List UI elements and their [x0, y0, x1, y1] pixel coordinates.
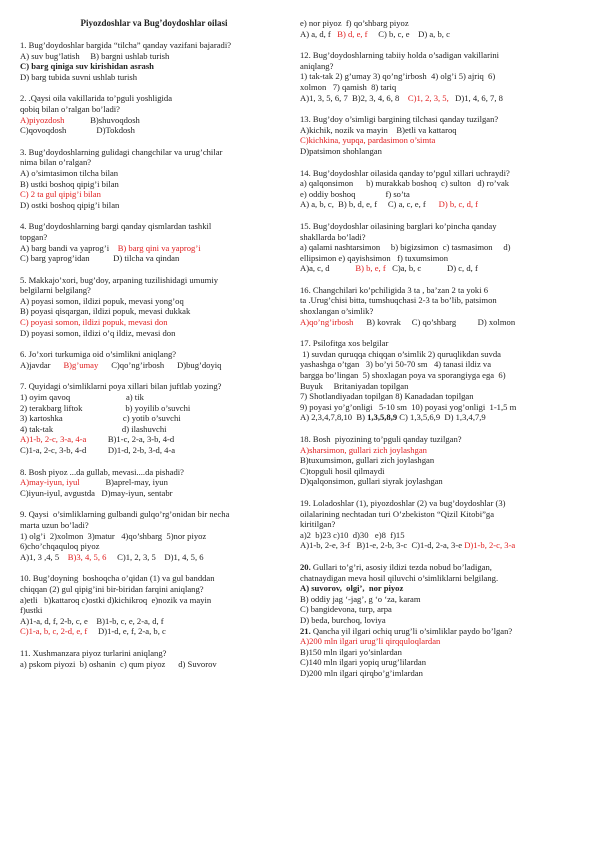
text-segment: yashashga o’tgan 3) bo’yi 50-70 sm 4) tanasi ildiz va: [300, 359, 492, 370]
question-block: [20, 221, 288, 263]
question-line: [20, 403, 288, 414]
text-segment: D)200 mln ilgari qirqbo’g’imlardan: [300, 667, 423, 678]
text-segment: B)shuvoqdosh: [64, 114, 140, 125]
text-segment: 7. Quyidagi o’simliklarni poya xillari bilan juftlab yozing?: [20, 381, 222, 392]
question-line: [20, 392, 288, 403]
question-line: [300, 146, 580, 157]
question-line: [20, 285, 288, 296]
question-text: [300, 221, 580, 232]
question-line: [20, 306, 288, 317]
question-text: [20, 40, 288, 51]
text-segment: 4. Bug’doydoshlarning bargi qanday qismlardan tashkil: [20, 221, 212, 232]
question-text: [20, 221, 288, 232]
left-questions: [20, 40, 288, 669]
correct-answer: D) b, c, d, f: [438, 199, 479, 210]
question-line: [20, 552, 288, 563]
text-segment: chatnaydigan meva hosil qiluvchi o’simliklarni belgilang.: [300, 572, 499, 583]
bold-text: 1,3,5,8,9: [367, 412, 398, 423]
question-line: [300, 412, 580, 423]
question-block: [300, 221, 580, 274]
correct-answer: C)1, 2, 3, 5,: [407, 92, 449, 103]
question-line: [300, 349, 580, 360]
text-segment: a) pskom piyozi b) oshanin c) qum piyoz d) Suvorov: [20, 658, 217, 669]
question-line: [300, 370, 580, 381]
text-segment: 13. Bug’doy o’simligi bargining tilchasi qanday tuzilgan?: [300, 114, 499, 125]
question-text: [20, 467, 288, 478]
question-text: [300, 285, 580, 296]
question-text: [20, 275, 288, 286]
question-line: [20, 104, 288, 115]
question-line: [20, 488, 288, 499]
question-line: [20, 413, 288, 424]
text-segment: topgan?: [20, 231, 48, 242]
text-segment: C)qo’ng’irbosh D)bug’doyiq: [98, 359, 222, 370]
question-block: [300, 168, 580, 210]
text-segment: kiritilgan?: [300, 519, 336, 530]
text-segment: B)tuxumsimon, gullari zich joylashgan: [300, 455, 435, 466]
text-segment: A) a, b, c, B) b, d, e, f C) a, c, e, f: [300, 199, 439, 210]
text-segment: B) ustki boshoq qipig’i bilan: [20, 178, 119, 189]
question-line: [20, 520, 288, 531]
text-segment: C)iyun-iyul, avgustda D)may-iyun, sentabr: [20, 487, 173, 498]
question-line: [20, 424, 288, 435]
question-line: [20, 541, 288, 552]
question-line: [20, 595, 288, 606]
text-segment: C)a, b, c D) c, d, f: [385, 263, 478, 274]
text-segment: A)1, 3 ,4, 5: [20, 551, 68, 562]
text-segment: A)1-a, d, f, 2-b, c, e B)1-b, c, e, 2-a, d, f: [20, 615, 164, 626]
question-line: [300, 445, 580, 456]
text-segment: 1) tak-tak 2) g’umay 3) qo’ng’irbosh 4) olg’i 5) ajriq 6): [300, 71, 496, 82]
question-text: [300, 562, 580, 573]
text-segment: 14. Bug’doydoshlar oilasida qanday to’pgul xillari uchraydi?: [300, 167, 510, 178]
question-line: [300, 359, 580, 370]
text-segment: a)2 b)23 c)10 d)30 e)8 f)15: [300, 529, 405, 540]
question-line: [300, 93, 580, 104]
text-segment: Qancha yil ilgari ochiq urug’li o’simliklar paydo bo’lgan?: [310, 625, 513, 636]
correct-answer: C)1-a, b, c, 2-d, e, f: [20, 626, 88, 637]
question-line: [300, 657, 580, 668]
text-segment: 2. .Qaysi oila vakillarida to’pguli yoshligida: [20, 93, 173, 104]
question-text: [20, 573, 288, 584]
text-segment: B) kovrak C) qo’shbarg D) xolmon: [353, 316, 516, 327]
question-line: [20, 189, 288, 200]
text-segment: C)1, 2, 3, 5 D)1, 4, 5, 6: [106, 551, 204, 562]
text-segment: A) 2,3,4,7,8,10 B): [300, 412, 368, 423]
question-text: [300, 498, 580, 509]
question-text: [300, 434, 580, 445]
question-line: [300, 530, 580, 541]
text-segment: a) qalami nashtarsimon b) bigizsimon c) tasmasimon d): [300, 242, 511, 253]
question-text: [300, 18, 580, 29]
text-segment: D) barg tubida suvni ushlab turish: [20, 71, 138, 82]
text-segment: D) ostki boshoq qipig’i bilan: [20, 199, 120, 210]
question-line: [300, 604, 580, 615]
text-segment: e) oddiy boshoq f) so’ta: [300, 188, 410, 199]
question-line: [20, 445, 288, 456]
question-line: [20, 232, 288, 243]
text-segment: qobiq bilan o’ralgan bo’ladi?: [20, 103, 120, 114]
bold-text: 20.: [300, 561, 311, 572]
question-line: [20, 531, 288, 542]
question-line: [300, 573, 580, 584]
question-line: [300, 540, 580, 551]
bold-text: C) barg qiniga suv kirishidan asrash: [20, 61, 154, 72]
text-segment: A) barg bandi va yaprog’i: [20, 242, 118, 253]
question-line: [300, 232, 580, 243]
question-line: [300, 253, 580, 264]
question-line: [20, 317, 288, 328]
text-segment: D)qalqonsimon, gullari siyrak joylashgan: [300, 476, 443, 487]
text-segment: D)patsimon shohlangan: [300, 145, 382, 156]
text-segment: C) bangidevona, turp, arpa: [300, 604, 392, 615]
text-segment: shakllarda bo’ladi?: [300, 231, 366, 242]
question-line: [300, 71, 580, 82]
question-line: [20, 115, 288, 126]
text-segment: A) suv bug’latish B) bargni ushlab turish: [20, 50, 170, 61]
correct-answer: A)sharsimon, gullari zich joylashgan: [300, 444, 427, 455]
question-line: [300, 594, 580, 605]
question-block: [20, 381, 288, 455]
correct-answer: C) 2 ta gul qipig’i bilan: [20, 189, 101, 200]
text-segment: aniqlang?: [300, 60, 334, 71]
text-segment: nima bilan o’ralgan?: [20, 157, 92, 168]
text-segment: C) barg yaprog’idan D) tilcha va qindan: [20, 253, 180, 264]
question-line: [300, 391, 580, 402]
question-block: [20, 349, 288, 370]
text-segment: 3. Bug’doydoshlarning gulidagi changchilar va urug’chilar: [20, 146, 223, 157]
text-segment: 19. Loladoshlar (1), piyozdoshlar (2) va bug’doydoshlar (3): [300, 497, 506, 508]
question-line: [300, 317, 580, 328]
text-segment: D) poyasi somon, ildizi o’q ildiz, mevasi don: [20, 327, 176, 338]
question-block: [20, 40, 288, 82]
text-segment: A) o’simtasimon tilcha bilan: [20, 167, 119, 178]
question-text: [20, 93, 288, 104]
text-segment: A)1, 3, 5, 6, 7 B)2, 3, 4, 6, 8: [300, 92, 408, 103]
text-segment: 7) Shotlandiyadan topilgan 8) Kanadadan topilgan: [300, 391, 474, 402]
question-line: [20, 157, 288, 168]
text-segment: D) beda, burchoq, loviya: [300, 614, 386, 625]
question-block: [20, 573, 288, 637]
question-line: [20, 51, 288, 62]
text-segment: B)aprel-may, iyun: [79, 477, 168, 488]
question-line: [20, 616, 288, 627]
question-line: [300, 402, 580, 413]
text-segment: C) 1,3,5,6,9 D) 1,3,4,7,9: [397, 412, 486, 423]
text-segment: A) a, d, f: [300, 28, 338, 39]
question-block: [20, 509, 288, 562]
correct-answer: A)200 mln ilgari urug’li qirqquloqlardan: [300, 636, 441, 647]
correct-answer: D)1-b, 2-c, 3-a: [464, 540, 516, 551]
question-line: [300, 189, 580, 200]
question-line: [300, 125, 580, 136]
text-segment: B) oddiy jag ‘-jag’, g ‘o ‘za, karam: [300, 593, 421, 604]
question-line: [300, 263, 580, 274]
text-segment: ta .Urug’chisi bitta, tumshuqchasi 2-3 ta bo’lib, patsimon: [300, 295, 497, 306]
question-line: [20, 360, 288, 371]
question-line: [20, 168, 288, 179]
page-title: Piyozdoshlar va Bug’doydoshlar oilasi: [80, 18, 228, 28]
text-segment: chiqqan (2) gul qipig’ini bir-biridan farqini aniqlang?: [20, 583, 204, 594]
text-segment: A)a, c, d: [300, 263, 356, 274]
correct-answer: A)qo’ng’irbosh: [300, 316, 354, 327]
question-line: [300, 626, 580, 637]
question-block: [300, 434, 580, 487]
correct-answer: B) d, e, f: [337, 28, 368, 39]
correct-answer: C) poyasi somon, ildizi popuk, mevasi don: [20, 317, 168, 328]
text-segment: 8. Bosh piyoz ...da gullab, mevasi....da pishadi?: [20, 466, 184, 477]
correct-answer: B)3, 4, 5, 6: [67, 551, 107, 562]
question-line: [300, 242, 580, 253]
question-line: [300, 381, 580, 392]
text-segment: 9. Qaysi o’simliklarning gulbandi gulqo’rg’onidan bir necha: [20, 509, 230, 520]
text-segment: C) b, c, e D) a, b, c: [367, 28, 450, 39]
question-block: [300, 285, 580, 327]
question-line: [300, 306, 580, 317]
question-line: [300, 178, 580, 189]
question-block: [300, 562, 580, 679]
text-segment: 6)cho’chqaquloq piyoz: [20, 541, 100, 552]
text-segment: marta uzun bo’ladi?: [20, 519, 89, 530]
text-segment: ellipsimon e) qayishsimon f) tuxumsimon: [300, 252, 448, 263]
text-segment: 2) terakbarg liftok b) yoyilib o’suvchi: [20, 402, 191, 413]
text-segment: 1. Bug’doydoshlar bargida “tilcha” qanday vazifani bajaradi?: [20, 40, 232, 50]
question-line: [300, 519, 580, 530]
question-line: [20, 296, 288, 307]
text-segment: C)topguli hosil qilmaydi: [300, 465, 385, 476]
text-segment: a) qalqonsimon b) murakkab boshoq c) sulton d) ro’vak: [300, 178, 510, 189]
question-line: [20, 253, 288, 264]
text-segment: 4) tak-tak d) ilashuvchi: [20, 423, 167, 434]
text-segment: 1) suvdan quruqqa chiqqan o’simlik 2) quruqlikdan suvda: [300, 348, 501, 359]
text-segment: bargga bo’lingan 5) shoxlagan poya va sporangiyga ega 6): [300, 370, 506, 381]
text-segment: A) poyasi somon, ildizi popuk, mevasi yong’oq: [20, 295, 184, 306]
question-text: [300, 50, 580, 61]
text-segment: f)ustki: [20, 605, 43, 616]
question-line: [300, 636, 580, 647]
bold-text: A) suvorov, olgi’, nor piyoz: [300, 583, 404, 594]
text-segment: Buyuk Britaniyadan topilgan: [300, 380, 409, 391]
question-line: [20, 477, 288, 488]
correct-answer: A)may-iyun, iyul: [20, 477, 80, 488]
text-segment: 17. Psilofitga xos belgilar: [300, 338, 389, 349]
text-segment: 18. Bosh piyozining to’pguli qanday tuzilgan?: [300, 434, 462, 444]
question-line: [300, 455, 580, 466]
question-line: [300, 668, 580, 679]
question-text: [300, 338, 580, 349]
question-line: [20, 626, 288, 637]
question-line: [20, 72, 288, 83]
text-segment: 15. Bug’doydoshlar oilasining barglari ko’pincha qanday: [300, 220, 497, 231]
text-segment: D)1, 4, 6, 7, 8: [448, 92, 503, 103]
right-column: [300, 18, 580, 689]
question-line: [20, 434, 288, 445]
text-segment: 10. Bug’doyning boshoqcha o’qidan (1) va gul banddan: [20, 573, 215, 584]
question-line: [300, 647, 580, 658]
question-line: [300, 615, 580, 626]
question-line: [300, 295, 580, 306]
question-text: [20, 381, 288, 392]
question-text: [20, 648, 288, 659]
text-segment: 16. Changchilari ko’pchiligida 3 ta , ba’zan 2 ta yoki 6: [300, 284, 489, 295]
question-line: [300, 82, 580, 93]
text-segment: C)qovoqdosh D)Tokdosh: [20, 125, 135, 136]
text-segment: 3) kartoshka c) yotib o’suvchi: [20, 413, 181, 424]
question-line: [300, 61, 580, 72]
question-block: [20, 467, 288, 499]
question-block: [300, 498, 580, 551]
question-text: [20, 147, 288, 158]
question-line: [20, 125, 288, 136]
question-line: [300, 466, 580, 477]
text-segment: B)1-c, 2-a, 3-b, 4-d: [86, 434, 175, 445]
question-line: [20, 179, 288, 190]
text-segment: A)javdar: [20, 359, 64, 370]
text-segment: oilalarining nechtadan turi O’zbekiston “Qizil Kitobi”ga: [300, 508, 495, 519]
question-line: [300, 509, 580, 520]
question-block: [300, 18, 580, 39]
question-text: [20, 509, 288, 520]
left-column: [20, 18, 288, 680]
text-segment: 1) olg’i 2)xolmon 3)matur 4)qo’shbarg 5)nor piyoz: [20, 530, 207, 541]
correct-answer: B) barg qini va yaprog’i: [117, 242, 201, 253]
text-segment: 11. Xushmanzara piyoz turlarini aniqlang?: [20, 647, 167, 658]
text-segment: 1) oyim qavoq a) tik: [20, 392, 144, 403]
text-segment: B) poyasi qisqargan, ildizi popuk, mevasi dukkak: [20, 306, 191, 317]
question-line: [20, 61, 288, 72]
question-block: [20, 648, 288, 669]
question-line: [20, 659, 288, 670]
text-segment: 6. Jo’xori turkumiga oid o’simlikni aniqlang?: [20, 349, 177, 360]
question-line: [20, 605, 288, 616]
correct-answer: B)g’umay: [63, 359, 99, 370]
question-block: [20, 275, 288, 339]
question-block: [300, 338, 580, 423]
text-segment: B)150 mln ilgari yo’sinlardan: [300, 646, 402, 657]
text-segment: a)etli b)kattaroq c)ostki d)kichikroq e)nozik va mayin: [20, 594, 212, 605]
question-block: [20, 147, 288, 211]
question-line: [300, 199, 580, 210]
text-segment: C)1-a, 2-c, 3-b, 4-d D)1-d, 2-b, 3-d, 4-a: [20, 445, 176, 455]
question-line: [20, 200, 288, 211]
text-segment: shoxlangan o’simlik?: [300, 306, 374, 317]
correct-answer: A)piyozdosh: [20, 114, 65, 125]
text-segment: C)140 mln ilgari yopiq urug’lilardan: [300, 657, 427, 668]
question-line: [20, 584, 288, 595]
question-line: [20, 243, 288, 254]
question-text: [300, 168, 580, 179]
correct-answer: C)kichkina, yupqa, pardasimon o’simta: [300, 135, 436, 146]
text-segment: 5. Makkajo’xori, bug’doy, arpaning tuzilishidagi umumiy: [20, 274, 219, 285]
right-questions: [300, 18, 580, 678]
correct-answer: B) b, e, f: [355, 263, 386, 274]
text-segment: belgilarni belgilang?: [20, 285, 91, 296]
question-text: [300, 114, 580, 125]
question-line: [300, 135, 580, 146]
question-text: [20, 349, 288, 360]
question-block: [300, 114, 580, 156]
question-block: [20, 93, 288, 135]
text-segment: Gullari to’g’ri, asosiy ildizi tezda nobud bo’ladigan,: [310, 561, 492, 572]
text-segment: xolmon 7) qamish 8) tariq: [300, 81, 397, 92]
text-segment: D)1-d, e, f, 2-a, b, c: [87, 626, 166, 637]
text-segment: A)kichik, nozik va mayin B)etli va kattaroq: [300, 124, 457, 135]
text-segment: 12. Bug’doydoshlarning tabiiy holda o’sadigan vakillarini: [300, 50, 500, 61]
correct-answer: A)1-b, 2-c, 3-a, 4-a: [20, 434, 87, 445]
text-segment: e) nor piyoz f) qo’shbarg piyoz: [300, 18, 409, 28]
question-line: [300, 476, 580, 487]
question-line: [300, 29, 580, 40]
question-line: [20, 328, 288, 339]
text-segment: 9) poyasi yo’g’onligi 5-10 sm 10) poyasi yog’onligi 1-1,5 m: [300, 401, 517, 412]
text-segment: A)1-b, 2-e, 3-f B)1-e, 2-b, 3-c C)1-d, 2-a, 3-e: [300, 540, 465, 551]
question-block: [300, 50, 580, 103]
question-line: [300, 583, 580, 594]
bold-text: 21.: [300, 625, 311, 636]
